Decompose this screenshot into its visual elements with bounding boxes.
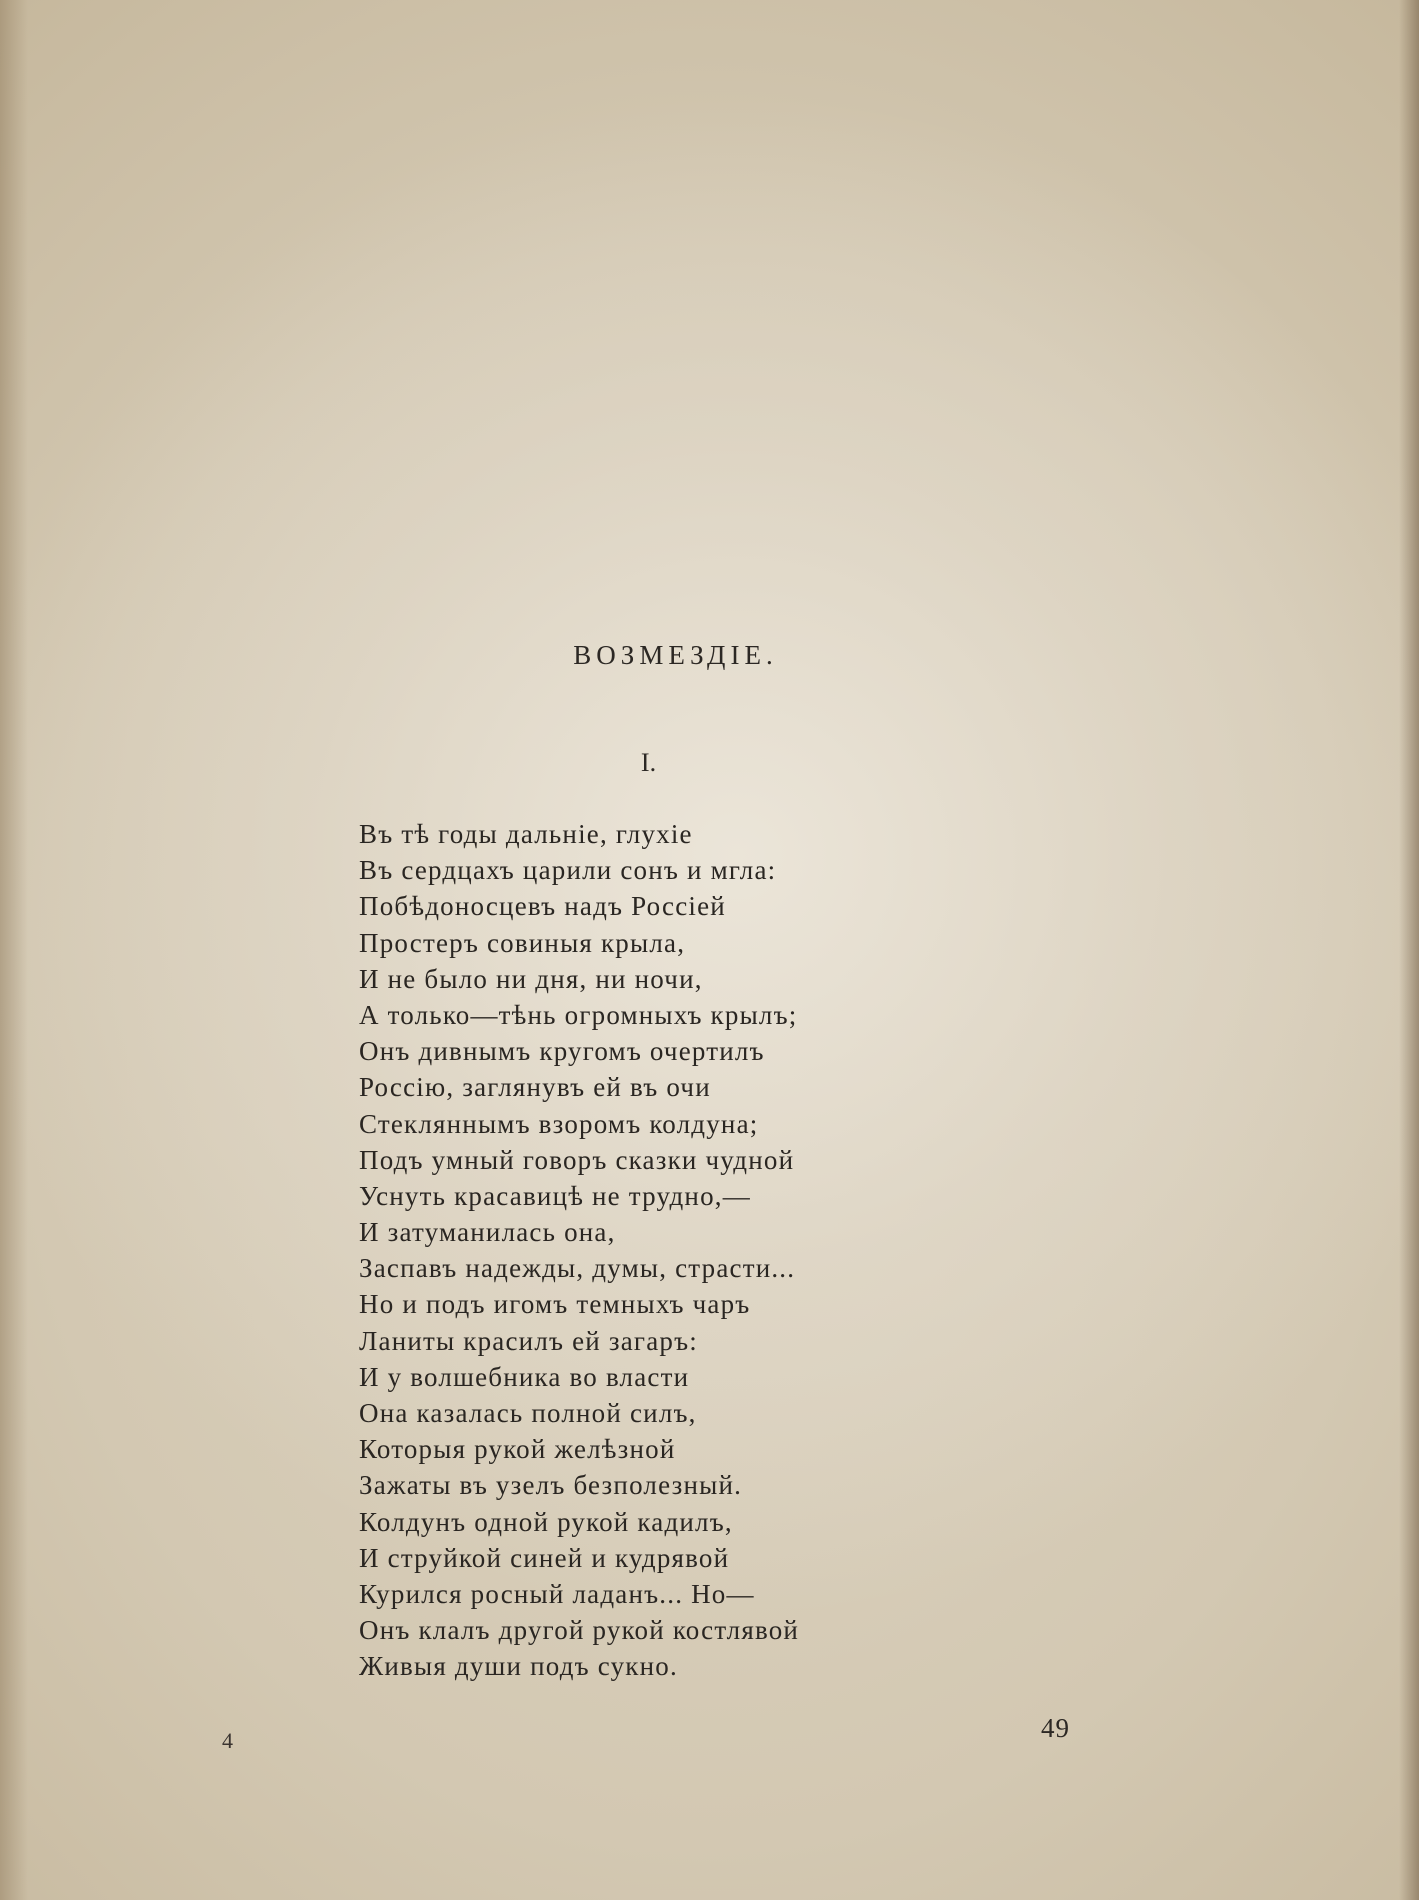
poem-body — [359, 816, 879, 1685]
poem-line: И не было ни дня, ни ночи, — [359, 963, 703, 994]
poem-line: Которыя рукой желѣзной — [359, 1434, 676, 1465]
poem-line: Стекляннымъ взоромъ колдуна; — [359, 1108, 759, 1139]
poem-line: И затуманилась она, — [359, 1217, 616, 1248]
poem-line: Курился росный ладанъ... Но— — [359, 1578, 755, 1609]
poem-line: И у волшебника во власти — [359, 1361, 690, 1392]
poem-line: Подъ умный говоръ сказки чудной — [359, 1144, 795, 1175]
poem-line: Колдунъ одной рукой кадилъ, — [359, 1506, 733, 1537]
poem-line: Въ сердцахъ царили сонъ и мгла: — [359, 855, 777, 886]
poem-title — [0, 640, 1419, 671]
poem-line: Побѣдоносцевъ надъ Россіей — [359, 891, 726, 922]
signature-mark: 4 — [222, 1728, 233, 1753]
poem-line: Россію, заглянувъ ей въ очи — [359, 1072, 711, 1103]
page-number: 49 — [1041, 1713, 1070, 1743]
poem-line: Ланиты красилъ ей загаръ: — [359, 1325, 698, 1356]
page-edge-left — [0, 0, 28, 1900]
poem-line: Онъ клалъ другой рукой костлявой — [359, 1615, 800, 1646]
poem-line: Онъ дивнымъ кругомъ очертилъ — [359, 1036, 765, 1067]
poem-line: И струйкой синей и кудрявой — [359, 1542, 730, 1573]
poem-line: Зажаты въ узелъ безполезный. — [359, 1470, 743, 1501]
poem-title-text: ВОЗМЕЗДІЕ. — [573, 640, 778, 670]
section-number-text: I. — [640, 748, 657, 777]
page-edge-right — [1399, 0, 1419, 1900]
poem-line: А только—тѣнь огромныхъ крылъ; — [359, 999, 798, 1030]
poem-line: Простеръ совиныя крыла, — [359, 927, 686, 958]
poem-line: Заспавъ надежды, думы, страсти... — [359, 1253, 796, 1284]
poem-line: Въ тѣ годы дальніе, глухіе — [359, 819, 693, 849]
poem-line: Уснуть красавицѣ не трудно,— — [359, 1180, 751, 1211]
poem-line: Живыя души подъ сукно. — [359, 1651, 678, 1682]
poem-line: Она казалась полной силъ, — [359, 1398, 697, 1428]
poem-line: Но и подъ игомъ темныхъ чаръ — [359, 1289, 751, 1320]
section-number — [0, 748, 1419, 778]
